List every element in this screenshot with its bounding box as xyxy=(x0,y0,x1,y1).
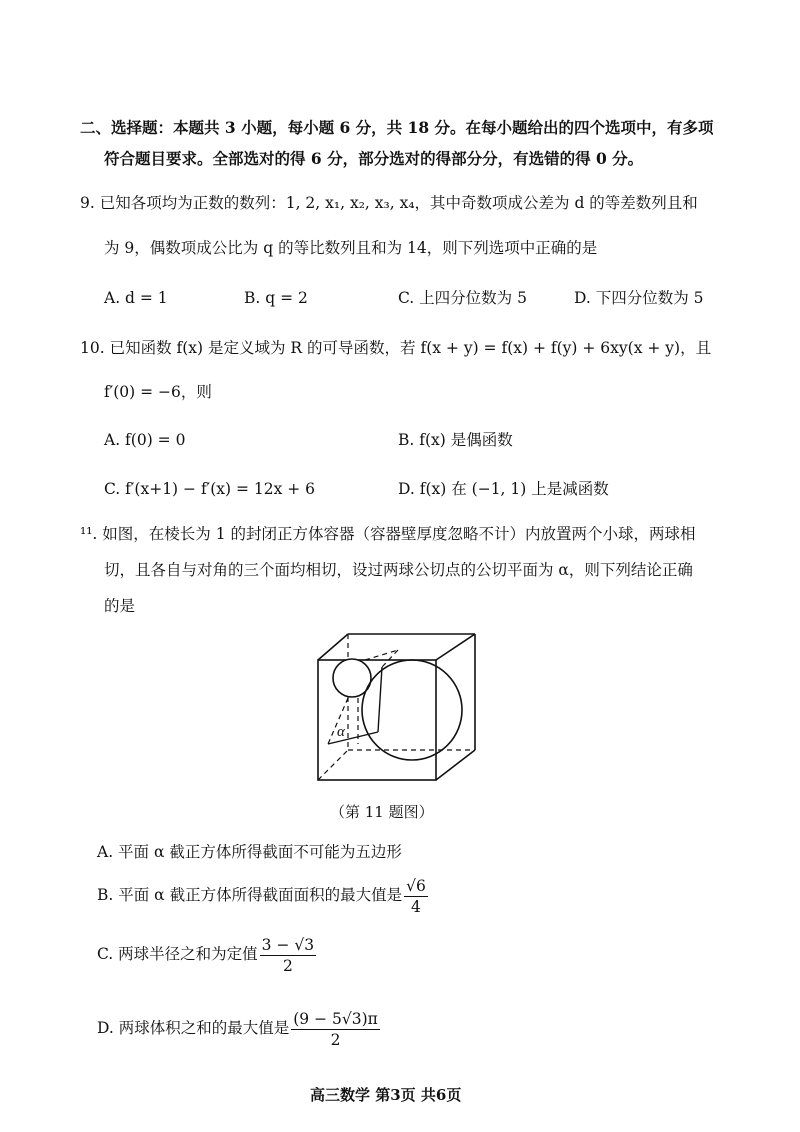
q10-option-a: A. f(0) = 0 xyxy=(104,431,186,449)
q10-option-d: D. f(x) 在 (−1, 1) 上是减函数 xyxy=(398,480,609,498)
q11-option-b-numerator: √6 xyxy=(406,876,426,895)
q10-option-b: B. f(x) 是偶函数 xyxy=(398,431,513,449)
q9-option-d: D. 下四分位数为 5 xyxy=(574,289,704,307)
q11-option-c-numerator: 3 − √3 xyxy=(261,935,315,954)
q11-option-c-denominator: 2 xyxy=(282,956,293,975)
section-header-line2: 符合题目要求。全部选对的得 6 分，部分选对的得部分分，有选错的得 0 分。 xyxy=(104,149,644,168)
q11-option-b xyxy=(97,872,428,918)
q11-option-b-text: B. 平面 α 截正方体所得截面面积的最大值是 xyxy=(97,886,403,904)
q11-option-d-text: D. 两球体积之和的最大值是 xyxy=(97,1019,290,1037)
q11-option-d-numerator: (9 − 5√3)π xyxy=(293,1009,378,1028)
q9-stem-line1: 9. 已知各项均为正数的数列：1, 2, x₁, x₂, x₃, x₄，其中奇数项成公差为 d 的等差数列且和 xyxy=(80,194,698,212)
q9-option-b: B. q = 2 xyxy=(244,289,308,307)
q9-option-a: A. d = 1 xyxy=(104,289,168,307)
q11-option-c-fraction xyxy=(260,935,316,976)
q11-option-b-fraction xyxy=(404,876,428,917)
q10-stem-line2: f′(0) = −6，则 xyxy=(104,383,212,401)
q11-option-b-denominator: 4 xyxy=(411,897,421,916)
q11-option-d-fraction xyxy=(291,1009,380,1050)
alpha-label: α xyxy=(337,724,345,740)
q11-option-d-denominator: 2 xyxy=(330,1030,341,1049)
section-header-line1: 二、选择题：本题共 3 小题，每小题 6 分，共 18 分。在每小题给出的四个选项中，有多项 xyxy=(80,118,714,137)
q11-option-d xyxy=(97,1005,380,1051)
q10-stem-line1: 10. 已知函数 f(x) 是定义域为 R 的可导函数，若 f(x + y) = f(x) + f(y) + 6xy(x + y)，且 xyxy=(80,339,712,357)
q11-option-a: A. 平面 α 截正方体所得截面不可能为五边形 xyxy=(97,843,402,861)
q9-option-c: C. 上四分位数为 5 xyxy=(398,289,527,307)
q10-option-c: C. f′(x+1) − f′(x) = 12x + 6 xyxy=(104,480,316,498)
q11-stem-line2: 切，且各自与对角的三个面均相切，设过两球公切点的公切平面为 α，则下列结论正确 xyxy=(104,561,693,579)
q11-stem-line3: 的是 xyxy=(104,597,136,615)
q11-stem-line1: ¹¹. 如图，在棱长为 1 的封闭正方体容器（容器壁厚度忽略不计）内放置两个小球，两球相 xyxy=(80,525,696,543)
page-footer: 高三数学 第3页 共6页 xyxy=(310,1086,462,1104)
cube-with-spheres-figure xyxy=(310,632,480,787)
figure-caption: （第 11 题图） xyxy=(330,803,434,821)
q9-stem-line2: 为 9，偶数项成公比为 q 的等比数列且和为 14，则下列选项中正确的是 xyxy=(104,239,598,257)
q11-option-c-text: C. 两球半径之和为定值 xyxy=(97,945,258,963)
q11-option-c xyxy=(97,931,316,977)
